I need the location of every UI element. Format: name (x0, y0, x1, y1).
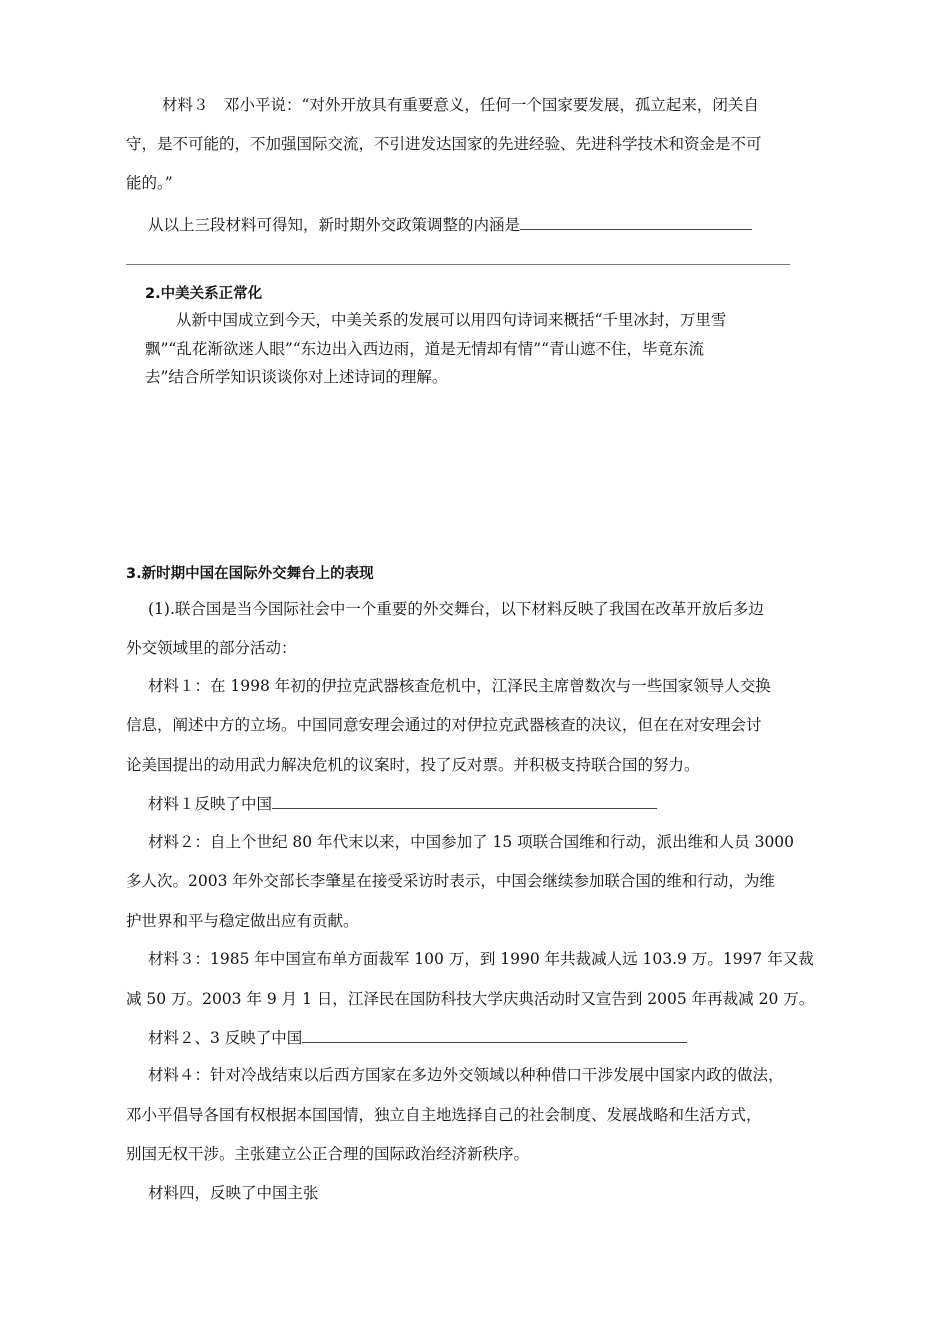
material-2-line-1: 材料２：自上个世纪 80 年代末以来，中国参加了 15 项联合国维和行动，派出维和人员 3000 (148, 833, 795, 851)
material-3-line-2: 守，是不可能的，不加强国际交流，不引进发达国家的先进经验、先进科学技术和资金是不可 (126, 135, 762, 153)
material-4-line-1: 材料４：针对冷战结束以后西方国家在多边外交领域以种种借口干涉发展中国家内政的做法， (148, 1066, 784, 1084)
section-3-heading: 3.新时期中国在国际外交舞台上的表现 (126, 566, 374, 582)
section-2-heading: 2.中美关系正常化 (145, 286, 263, 302)
material-1-line-3: 论美国提出的动用武力解决危机的议案时，投了反对票。并积极支持联合国的努力。 (126, 756, 700, 774)
section-2-para-line-3: 去”结合所学知识谈谈你对上述诗词的理解。 (145, 368, 448, 386)
material-3b-line-2: 减 50 万。2003 年 9 月 1 日，江泽民在国防科技大学庆典活动时又宣告到 2005 年再裁减 20 万。 (126, 990, 815, 1008)
answer-blank[interactable] (302, 1026, 687, 1043)
material-2-line-3: 护世界和平与稳定做出应有贡献。 (126, 912, 359, 930)
answer-line[interactable] (126, 264, 790, 265)
material-3b-line-1: 材料３：1985 年中国宣布单方面裁军 100 万，到 1990 年共裁减人远 103.9 万。1997 年又裁 (148, 950, 814, 968)
summary-question-text: 从以上三段材料可得知，新时期外交政策调整的内涵是 (148, 216, 521, 234)
material-2-3-question-text: 材料２、3 反映了中国 (148, 1029, 303, 1047)
material-1-question (148, 792, 657, 815)
section-2-para-line-2: 飘”“乱花渐欲迷人眼”“东边出入西边雨，道是无情却有情”“青山遮不住，毕竟东流 (145, 340, 705, 358)
material-3-line-3: 能的。” (126, 174, 173, 192)
material-1-question-text: 材料１反映了中国 (148, 795, 273, 813)
material-3-line-1: 材料３ 邓小平说：“对外开放具有重要意义，任何一个国家要发展，孤立起来，闭关自 (162, 96, 759, 114)
material-4-line-3: 别国无权干涉。主张建立公正合理的国际政治经济新秩序。 (126, 1145, 530, 1163)
answer-blank[interactable] (272, 792, 657, 809)
summary-question (148, 213, 752, 236)
answer-blank[interactable] (520, 213, 752, 230)
material-1-line-2: 信息，阐述中方的立场。中国同意安理会通过的对伊拉克武器核查的决议，但在在对安理会讨 (126, 716, 762, 734)
section-2-para-line-1: 从新中国成立到今天，中美关系的发展可以用四句诗词来概括“千里冰封，万里雪 (176, 311, 727, 329)
material-4-line-2: 邓小平倡导各国有权根据本国国情，独立自主地选择自己的社会制度、发展战略和生活方式， (126, 1106, 762, 1124)
section-3-intro-line-1: (1).联合国是当今国际社会中一个重要的外交舞台，以下材料反映了我国在改革开放后多边 (148, 600, 764, 618)
material-4-question: 材料四，反映了中国主张 (148, 1184, 319, 1202)
section-3-intro-line-2: 外交领域里的部分活动： (126, 639, 297, 657)
material-2-3-question (148, 1026, 687, 1049)
material-1-line-1: 材料１：在 1998 年初的伊拉克武器核查危机中，江泽民主席曾数次与一些国家领导人交换 (148, 677, 771, 695)
material-2-line-2: 多人次。2003 年外交部长李肇星在接受采访时表示，中国会继续参加联合国的维和行动，为维 (126, 872, 775, 890)
